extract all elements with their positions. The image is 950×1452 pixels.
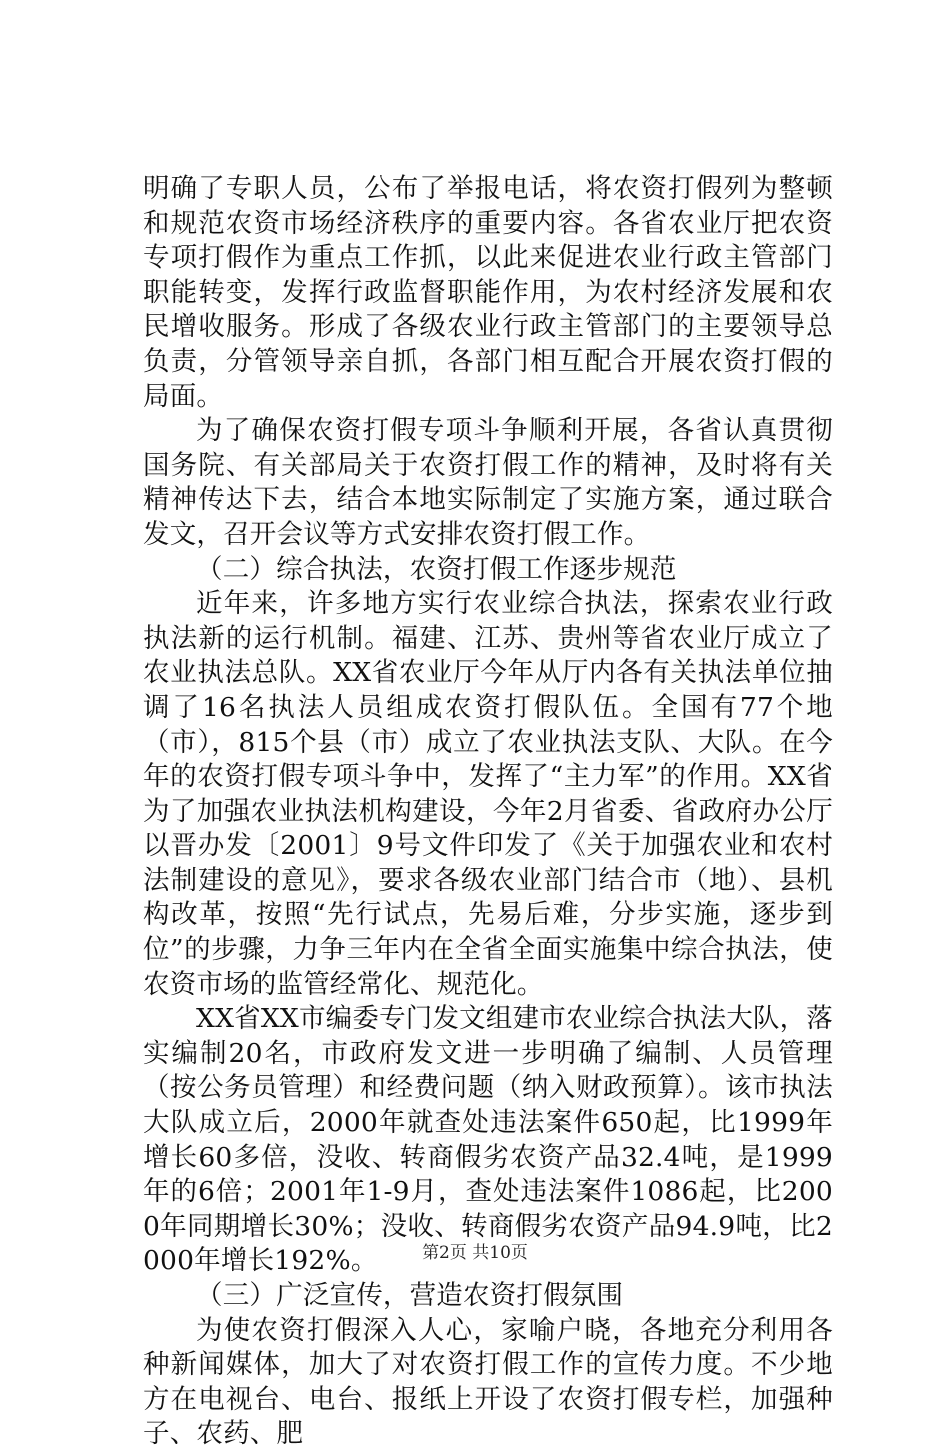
paragraph-implementation: 为了确保农资打假专项斗争顺利开展，各省认真贯彻国务院、有关部局关于农资打假工作的精神，及时将有关精神传达下去，结合本地实际制定了实施方案，通过联合发文，召开会议等方式安排农资打假工作。 bbox=[143, 415, 833, 550]
section-heading-2: （二）综合执法，农资打假工作逐步规范 bbox=[196, 553, 677, 585]
paragraph-city-example: XX省XX市编委专门发文组建市农业综合执法大队，落实编制20名，市政府发文进一步明确了编制、人员管理（按公务员管理）和经费问题（纳入财政预算）。该市执法大队成立后，2000年就查处违法案件650起，比1999年增长60多倍，没收、转商假劣农资产品32.4吨，是1999年的6倍；2001年1-9月，查处违法案件1086起，比2000年同期增长30%；没收、转商假劣农资产品94.9吨，比2000年增长192%。 bbox=[143, 1003, 833, 1277]
page-number-footer: 第2页 共10页 bbox=[422, 1243, 528, 1263]
section-heading-3: （三）广泛宣传，营造农资打假氛围 bbox=[196, 1280, 624, 1311]
paragraph-publicity: 为使农资打假深入人心，家喻户晓，各地充分利用各种新闻媒体，加大了对农资打假工作的宣传力度。不少地方在电视台、电台、报纸上开设了农资打假专栏，加强种子、农药、肥 bbox=[143, 1314, 833, 1450]
paragraph-enforcement: 近年来，许多地方实行农业综合执法，探索农业行政执法新的运行机制。福建、江苏、贵州等省农业厅成立了农业执法总队。XX省农业厅今年从厅内各有关执法单位抽调了16名执法人员组成农资打假队伍。全国有77个地（市），815个县（市）成立了农业执法支队、大队。在今年的农资打假专项斗争中，发挥了“主力军”的作用。XX省为了加强农业执法机构建设，今年2月省委、省政府办公厅以晋办发〔2001〕9号文件印发了《关于加强农业和农村法制建设的意见》，要求各级农业部门结合市（地）、县机构改革，按照“先行试点，先易后难，分步实施，逐步到位”的步骤，力争三年内在全省全面实施集中综合执法，使农资市场的监管经常化、规范化。 bbox=[143, 588, 833, 1000]
paragraph-continuation: 明确了专职人员，公布了举报电话，将农资打假列为整顿和规范农资市场经济秩序的重要内容。各省农业厅把农资专项打假作为重点工作抓，以此来促进农业行政主管部门职能转变，发挥行政监督职能作用，为农村经济发展和农民增收服务。形成了各级农业行政主管部门的主要领导总负责，分管领导亲自抓，各部门相互配合开展农资打假的局面。 bbox=[143, 173, 833, 412]
